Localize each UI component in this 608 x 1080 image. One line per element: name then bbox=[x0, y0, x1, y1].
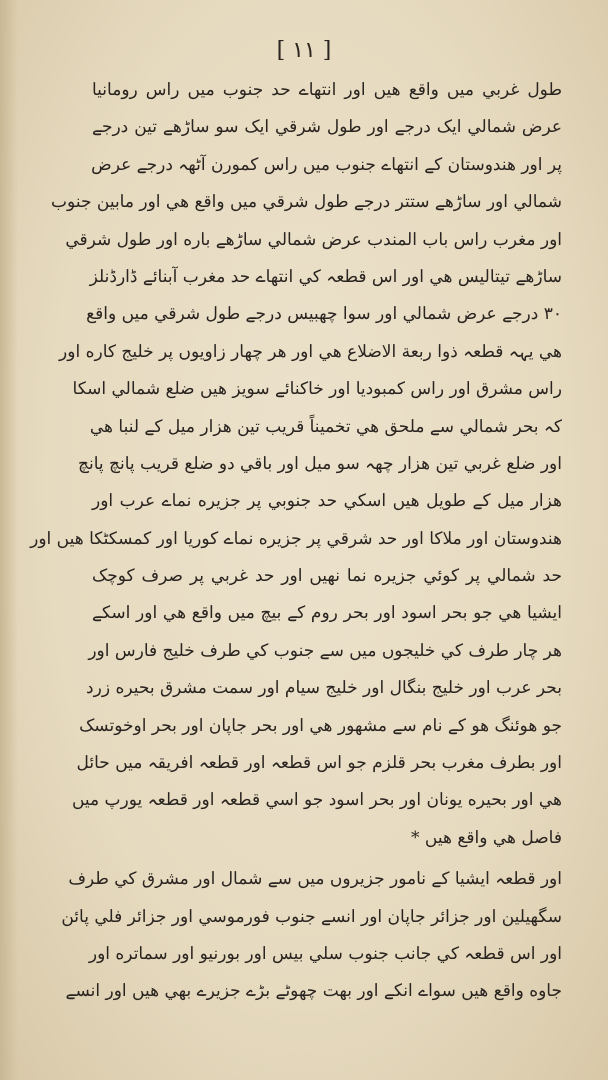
page-number: [ ١١ ] bbox=[276, 38, 332, 63]
body-text bbox=[30, 72, 562, 1011]
text-line: اور مغرب راس باب المندب عرض شمالي ساڑهے باره اور طول شرقي bbox=[65, 229, 562, 250]
text-line: هي اور بحيره يونان اور بحر اسود جو اسي قطعہ اور قطعہ يورپ ميں bbox=[71, 790, 562, 811]
text-line: راس مشرق اور راس کمبوديا اور خاکنائے سويز هيں ضلع شمالي اسکا bbox=[72, 379, 562, 400]
text-line: کہ بحر شمالي سے ملحق هي تخميناً قريب تين هزار ميل کے لنبا هي bbox=[89, 416, 562, 437]
text-line: اور بطرف مغرب بحر قلزم جو اس قطعہ اور قطعہ افريقہ ميں حائل bbox=[76, 753, 562, 774]
text-line: طول غربي ميں واقع هيں اور انتهاے حد جنوب ميں راس رومانيا bbox=[92, 80, 562, 100]
text-line: اور قطعہ ايشيا کے نامور جزيروں ميں سے شمال اور مشرق کي طرف bbox=[68, 869, 562, 890]
text-line: ٣٠ درجے عرض شمالي اور سوا چهبيس درجے طول شرقي ميں واقع bbox=[86, 304, 562, 325]
text-line: فاصل هي واقع هيں * bbox=[410, 827, 562, 848]
text-line: شمالي اور ساڑهے ستتر درجے طول شرقي ميں واقع هي اور مابين جنوب bbox=[51, 192, 562, 213]
text-line: عرض شمالي ايک درجے اور طول شرقي ايک سو ساڑهے تين درجے bbox=[92, 117, 562, 138]
text-line: حد شمالي پر کوئي جزيره نما نهيں اور حد غربي پر صرف کوچک bbox=[92, 566, 562, 587]
page-binding-shadow bbox=[0, 0, 18, 1080]
text-line: ايشيا هي جو بحر اسود اور بحر روم کے بيچ ميں واقع هي اور اسکے bbox=[92, 603, 562, 624]
text-line: هي يہہ قطعہ ذوا ربعة الاضلاع هي اور هر چهار زاويوں پر خليج کاره اور bbox=[59, 341, 562, 362]
text-line: جو هوئنگ هو کے نام سے مشهور هي اور بحر جاپان اور بحر اوخوتسک bbox=[79, 715, 562, 736]
text-line: هزار ميل کے طويل هيں اسکي حد جنوبي پر جزيره نماے عرب اور bbox=[92, 491, 562, 512]
text-line: اور اس قطعہ کي جانب جنوب سلي بيس اور بورنيو اور سماتره اور bbox=[88, 943, 562, 964]
text-line: هندوستان اور ملاکا اور حد شرقي پر جزيره نماے کوريا اور کمسکٹکا هيں اور bbox=[30, 528, 562, 549]
text-line: جاوه واقع هيں سواے انکے اور بهت چهوٹے بڑے جزيرے بهي هيں اور انسے bbox=[65, 981, 562, 1002]
text-line: بحر عرب اور خليج بنگال اور خليج سيام اور سمت مشرق بحيره زرد bbox=[86, 678, 562, 699]
text-line: پر اور هندوستان کے انتهاے جنوب ميں راس کمورن آٹهہ درجے عرض bbox=[91, 154, 562, 175]
text-line: هر چار طرف کي خليجوں ميں سے جنوب کي طرف خليج فارس اور bbox=[88, 640, 562, 661]
text-line: سگهيلين اور جزائر جاپان اور انسے جنوب فورموسي اور جزائر فلي پائن bbox=[61, 906, 562, 927]
text-line: ساڑهے تيتاليس هي اور اس قطعہ کي انتهاے حد مغرب آبنائے ڈارڈنلز bbox=[89, 266, 562, 287]
text-line: اور ضلع غربي تين هزار چهہ سو ميل اور باقي دو ضلع قريب پانچ پانچ bbox=[77, 453, 562, 474]
